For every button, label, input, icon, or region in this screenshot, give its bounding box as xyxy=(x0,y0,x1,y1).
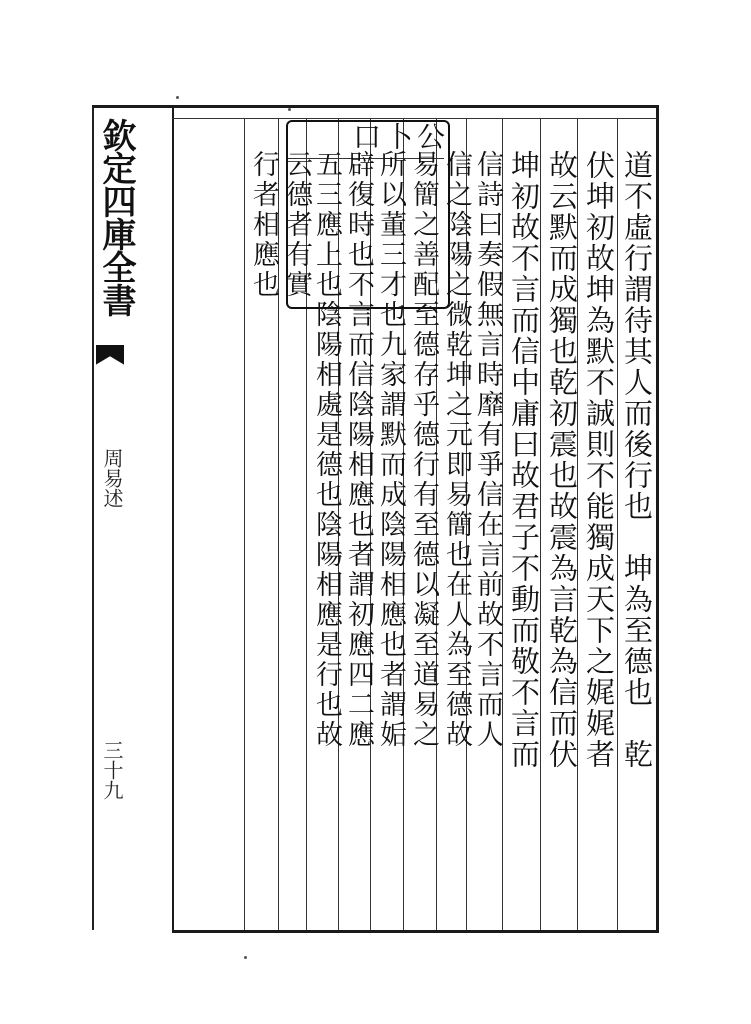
text-column: 云德者有實 xyxy=(281,150,312,300)
text-column: 信詩曰奏假無言時靡有爭信在言前故不言而人 xyxy=(472,150,503,750)
text-column: 信之陰陽之微乾坤之元即易簡也在人為至德故 xyxy=(441,150,472,750)
frame-right-border xyxy=(656,105,659,933)
frame-left-border xyxy=(172,107,174,932)
text-column: 道不虛行謂待其人而後行也 坤為至德也 乾 xyxy=(620,150,654,770)
text-column: 行者相應也 xyxy=(248,150,279,300)
annotation-mark: 公 xyxy=(413,122,446,150)
scan-speck xyxy=(288,108,291,111)
page-number: 三十九 xyxy=(100,740,124,800)
scan-speck xyxy=(244,956,247,959)
annotation-mark: 卜 xyxy=(381,122,414,150)
scan-speck xyxy=(176,96,179,99)
text-column: 故云默而成獨也乾初震也故震為言乾為信而伏 xyxy=(545,150,579,770)
series-title: 欽定四庫全書 xyxy=(96,118,136,316)
text-column: 伏坤初故坤為默不誠則不能獨成天下之娓娓者 xyxy=(582,150,616,770)
book-name: 周易述 xyxy=(100,448,124,508)
frame-bottom-border xyxy=(172,930,659,933)
text-column: 易簡之善配至德存乎德行有至德以凝至道易之 xyxy=(408,150,439,750)
column-rule xyxy=(244,118,245,930)
text-column: 所以董三才也九家謂默而成陰陽相應也者謂姤 xyxy=(375,150,406,750)
column-rule xyxy=(617,118,618,930)
annotation-mark: 口 xyxy=(349,122,382,150)
text-column: 五三應上也陰陽相處是德也陰陽相應是行也故 xyxy=(311,150,342,750)
text-column: 坤初故不言而信中庸曰故君子不動而敬不言而 xyxy=(507,150,541,770)
text-column: 辟復時也不言而信陰陽相應也者謂初應四二應 xyxy=(343,150,374,750)
frame-top-border xyxy=(92,105,658,108)
